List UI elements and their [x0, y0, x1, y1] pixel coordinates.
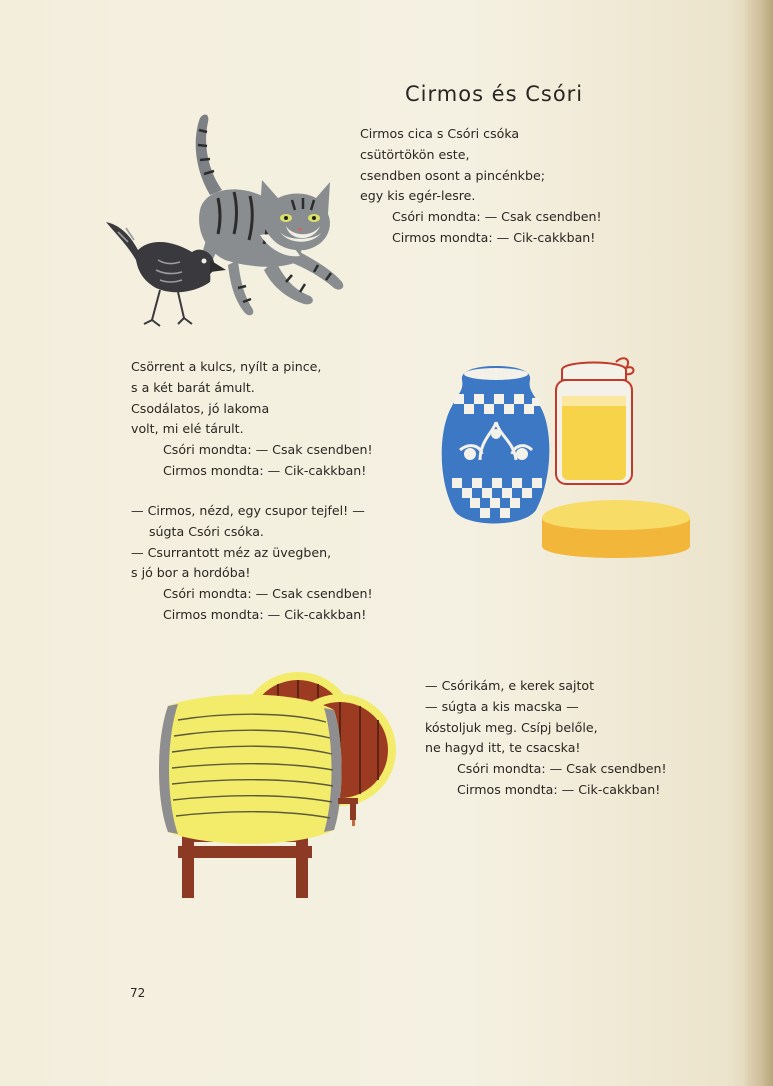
refrain-line: Cirmos mondta: — Cik-cakkban! [457, 781, 661, 797]
stanza-line: Csörrent a kulcs, nyílt a pince, [131, 359, 322, 374]
barrels-icon [148, 650, 398, 900]
stanza-3 [131, 501, 373, 626]
cat-and-bird-icon [100, 110, 350, 340]
book-spine [745, 0, 773, 1086]
stanza-line: egy kis egér-lesre. [360, 188, 476, 204]
stanza-line: Cirmos cica s Csóri csóka [360, 126, 520, 141]
page-number: 72 [130, 986, 146, 1000]
stanza-line: — Cirmos, nézd, egy csupor tejfel! — [131, 503, 365, 518]
stanza-4 [425, 676, 667, 801]
stanza-line: Csodálatos, jó lakoma [131, 400, 270, 416]
stanza-line: — Csórikám, e kerek sajtot [425, 678, 595, 693]
refrain-line: Cirmos mondta: — Cik-cakkban! [163, 606, 367, 622]
stanza-2 [131, 357, 373, 482]
stanza-line: — Csurrantott méz az üvegben, [131, 544, 332, 560]
stanza-line: volt, mi elé tárult. [131, 421, 244, 437]
refrain-line: Csóri mondta: — Csak csendben! [163, 586, 373, 602]
stanza-line: s jó bor a hordóba! [131, 565, 251, 581]
stanza-line: csendben osont a pincénkbe; [360, 167, 545, 183]
refrain-line: Csóri mondta: — Csak csendben! [457, 761, 667, 777]
stanza-line: s a két barát ámult. [131, 379, 255, 395]
refrain-line: Cirmos mondta: — Cik-cakkban! [163, 462, 367, 478]
refrain-line: Csóri mondta: — Csak csendben! [163, 442, 373, 458]
stanza-line: ne hagyd itt, te csacska! [425, 740, 581, 756]
jars-and-cheese-icon [440, 350, 695, 575]
refrain-line: Cirmos mondta: — Cik-cakkban! [392, 229, 596, 245]
refrain-line: Csóri mondta: — Csak csendben! [392, 209, 602, 225]
stanza-line: kóstoljuk meg. Csípj belőle, [425, 719, 598, 735]
stanza-line: — súgta a kis macska — [425, 698, 579, 714]
stanza-line: súgta Csóri csóka. [149, 523, 264, 539]
stanza-line: csütörtökön este, [360, 146, 470, 162]
stanza-1 [360, 124, 602, 249]
poem-title: Cirmos és Csóri [405, 82, 584, 106]
